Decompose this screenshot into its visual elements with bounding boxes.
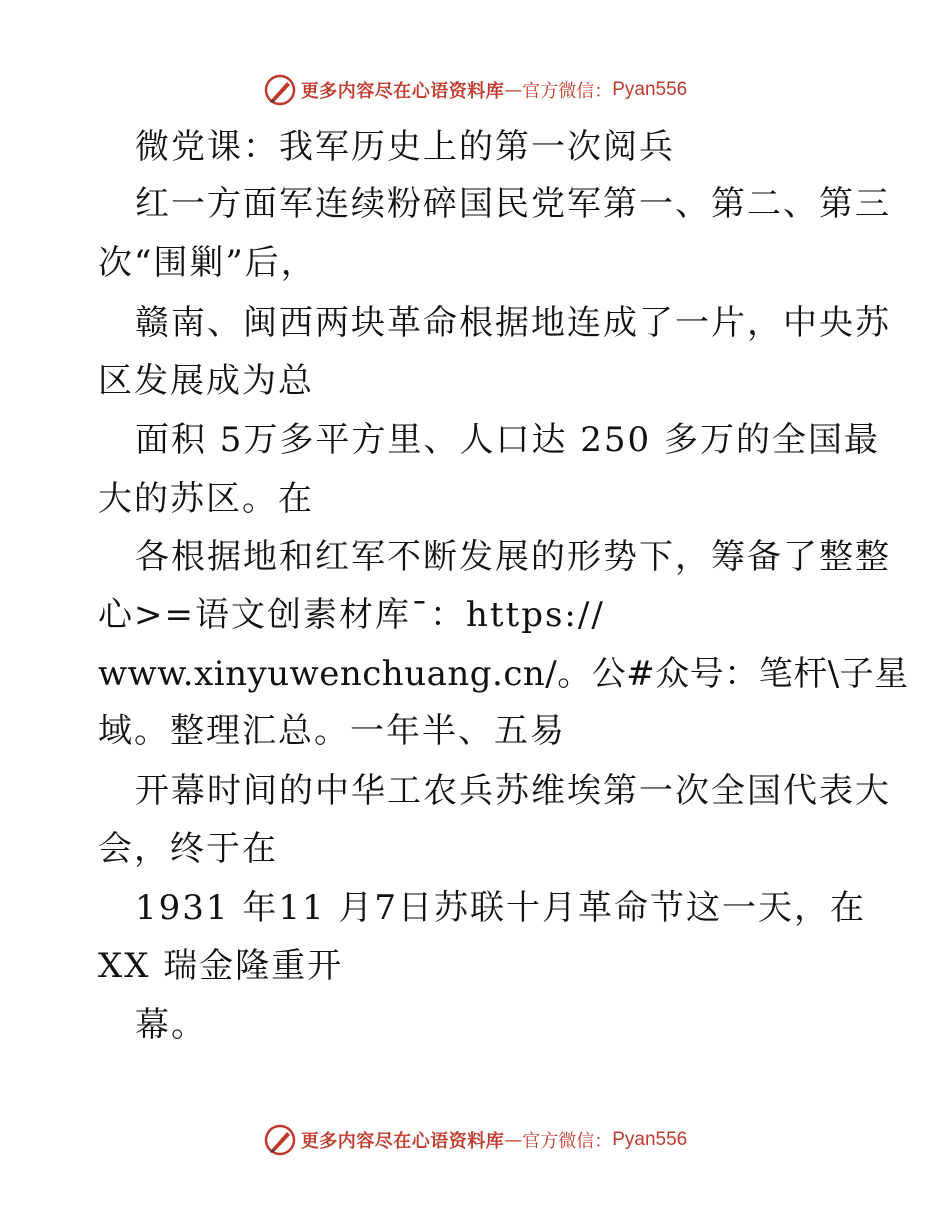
doc-line: XX 瑞金隆重开 [98,946,344,986]
doc-line: 域。整理汇总。一年半、五易 [98,711,566,751]
doc-line: 次“围剿”后， [98,243,317,283]
banner-brand-text: 更多内容尽在心语资料库 [300,1131,505,1152]
doc-line: 1931 年11 月7日苏联十月革命节这一天，在 [135,888,867,928]
quill-pen-logo-icon [263,73,297,107]
header-banner [0,70,950,110]
doc-line: 赣南、闽西两块革命根据地连成了一片，中央苏 [135,303,891,343]
banner-wechat-id: Pyan556 [612,1129,688,1150]
footer-banner [0,1120,950,1160]
doc-line: 大的苏区。在 [98,479,314,519]
banner-wechat-label: 官方微信： [522,81,613,102]
banner-brand-text: 更多内容尽在心语资料库 [300,81,505,102]
doc-line: 红一方面军连续粉碎国民党军第一、第二、第三 [135,184,891,224]
doc-line: 幕。 [135,1005,207,1045]
banner-wechat-id: Pyan556 [612,79,688,100]
banner-separator: — [504,79,523,101]
banner-wechat-label: 官方微信： [522,1131,613,1152]
doc-title: 微党课：我军历史上的第一次阅兵 [135,127,675,167]
doc-line: 心>=语文创素材库¯：https:// [98,595,605,635]
doc-line: 区发展成为总 [98,361,314,401]
doc-line: 各根据地和红军不断发展的形势下，筹备了整整 [135,537,891,577]
quill-pen-logo-icon [263,1123,297,1157]
doc-line: www.xinyuwenchuang.cn/。公#众号：笔杆\子星 [98,654,909,694]
doc-line: 开幕时间的中华工农兵苏维埃第一次全国代表大 [135,771,891,811]
doc-line: 面积 5万多平方里、人口达 250 多万的全国最 [135,420,880,460]
banner-separator: — [504,1129,523,1151]
doc-line: 会，终于在 [98,829,278,869]
